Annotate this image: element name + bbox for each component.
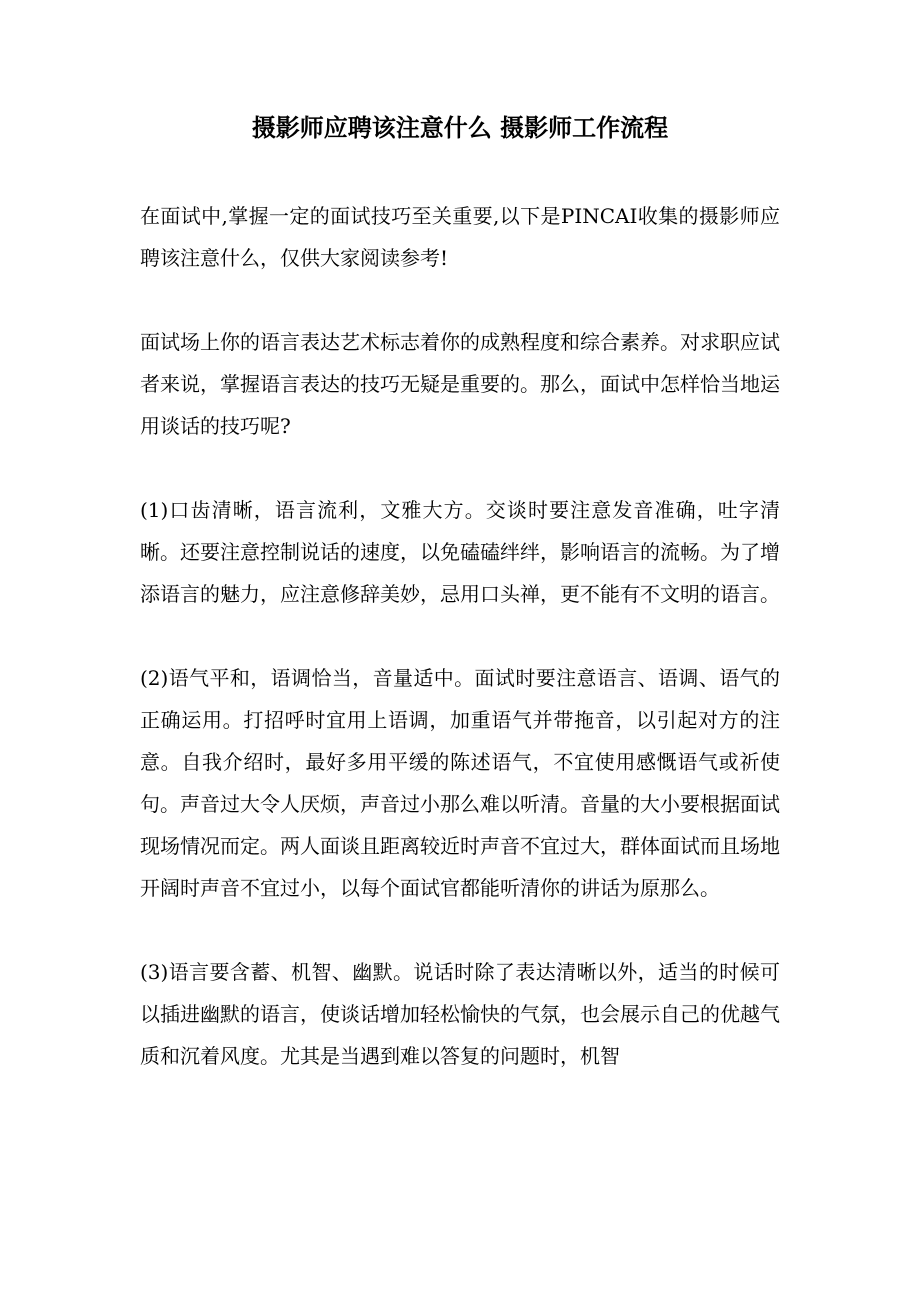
paragraph-point-3: (3)语言要含蓄、机智、幽默。说话时除了表达清晰以外，适当的时候可以插进幽默的语言，使谈话增加轻松愉快的气氛，也会展示自己的优越气质和沉着风度。尤其是当遇到难以答复的问题时，机智 xyxy=(140,960,780,1068)
document-title: 摄影师应聘该注意什么 摄影师工作流程 xyxy=(251,113,669,142)
document-body xyxy=(140,195,780,1119)
paragraph-intro: 在面试中,掌握一定的面试技巧至关重要,以下是PINCAI收集的摄影师应聘该注意什么，仅供大家阅读参考! xyxy=(140,204,780,270)
paragraph-point-2: (2)语气平和，语调恰当，音量适中。面试时要注意语言、语调、语气的正确运用。打招呼时宜用上语调，加重语气并带拖音，以引起对方的注意。自我介绍时，最好多用平缓的陈述语气，不宜使用感慨语气或祈使句。声音过大令人厌烦，声音过小那么难以听清。音量的大小要根据面试现场情况而定。两人面谈且距离较近时声音不宜过大，群体面试而且场地开阔时声音不宜过小，以每个面试官都能听清你的讲话为原那么。 xyxy=(140,666,780,900)
paragraph-point-1: (1)口齿清晰，语言流利，文雅大方。交谈时要注意发音准确，吐字清晰。还要注意控制说话的速度，以免磕磕绊绊，影响语言的流畅。为了增添语言的魅力，应注意修辞美妙，忌用口头禅，更不能有不文明的语言。 xyxy=(140,498,780,606)
paragraph-language-art: 面试场上你的语言表达艺术标志着你的成熟程度和综合素养。对求职应试者来说，掌握语言表达的技巧无疑是重要的。那么，面试中怎样恰当地运用谈话的技巧呢? xyxy=(140,330,780,438)
